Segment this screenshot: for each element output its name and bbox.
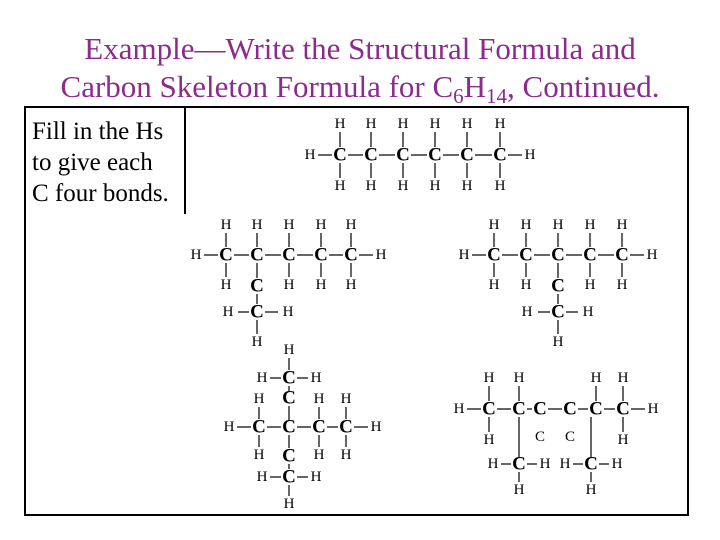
carbon-atom-6: C xyxy=(396,144,410,166)
hydrogen-atom-61: H xyxy=(552,334,564,350)
hydrogen-atom-38: H xyxy=(222,304,234,320)
carbon-atom-44: C xyxy=(519,244,533,266)
carbon-atom-67: C xyxy=(252,416,266,438)
hydrogen-atom-32: H xyxy=(345,217,357,233)
hydrogen-atom-35: H xyxy=(375,247,387,263)
carbon-atom-88: C xyxy=(589,398,603,420)
hydrogen-atom-105: H xyxy=(559,456,571,472)
carbon-atom-89: C xyxy=(616,398,630,420)
hydrogen-atom-55: H xyxy=(458,247,470,263)
hydrogen-atom-83: H xyxy=(283,496,295,512)
carbon-atom-74: C xyxy=(339,416,353,438)
carbon-atom-66: C xyxy=(282,387,296,409)
hydrogen-atom-39: H xyxy=(282,304,294,320)
hydrogen-atom-5: H xyxy=(365,178,377,194)
hydrogen-atom-43: H xyxy=(488,277,500,293)
hydrogen-atom-16: H xyxy=(494,116,506,132)
hydrogen-atom-77: H xyxy=(223,419,235,435)
hydrogen-atom-33: H xyxy=(345,277,357,293)
hydrogen-atom-21: H xyxy=(220,217,232,233)
hydrogen-atom-7: H xyxy=(397,116,409,132)
instruction-line-2: to give each xyxy=(32,149,153,176)
hydrogen-atom-97: H xyxy=(617,432,629,448)
hydrogen-atom-93: H xyxy=(513,370,525,386)
hydrogen-atom-27: H xyxy=(283,277,295,293)
hydrogen-atom-65: H xyxy=(310,370,322,386)
title-line-1: Example—Write the Structural Formula and xyxy=(84,31,636,66)
carbon-atom-36: C xyxy=(250,275,264,297)
carbon-atom-52: C xyxy=(615,244,629,266)
hydrogen-atom-50: H xyxy=(584,217,596,233)
carbon-atom-23: C xyxy=(250,244,264,266)
carbon-atom-101: C xyxy=(584,453,598,475)
hydrogen-atom-26: H xyxy=(283,217,295,233)
hydrogen-atom-60: H xyxy=(582,304,594,320)
hydrogen-atom-72: H xyxy=(313,391,325,407)
hydrogen-atom-17: H xyxy=(494,178,506,194)
carbon-atom-31: C xyxy=(344,244,358,266)
hydrogen-atom-69: H xyxy=(253,447,265,463)
hydrogen-atom-62: H xyxy=(283,342,295,358)
instruction-line-1: Fill in the Hs xyxy=(32,118,164,145)
hydrogen-atom-48: H xyxy=(552,217,564,233)
hydrogen-atom-92: H xyxy=(483,370,495,386)
hydrogen-atom-59: H xyxy=(521,304,533,320)
hydrogen-atom-64: H xyxy=(256,370,268,386)
carbon-atom-37: C xyxy=(250,301,264,323)
carbon-atom-99: C xyxy=(564,429,576,445)
carbon-atom-47: C xyxy=(551,244,565,266)
carbon-atom-12: C xyxy=(460,144,474,166)
carbon-atom-15: C xyxy=(493,144,507,166)
hydrogen-atom-10: H xyxy=(429,116,441,132)
hydrogen-atom-75: H xyxy=(340,391,352,407)
carbon-atom-86: C xyxy=(533,398,547,420)
hydrogen-atom-11: H xyxy=(429,178,441,194)
carbon-atom-80: C xyxy=(282,466,296,488)
hydrogen-atom-14: H xyxy=(461,178,473,194)
hydrogen-atom-2: H xyxy=(334,178,346,194)
carbon-atom-28: C xyxy=(314,244,328,266)
hydrogen-atom-91: H xyxy=(647,401,659,417)
hydrogen-atom-29: H xyxy=(315,217,327,233)
title-line-2: Carbon Skeleton Formula for $C_6H_{14}$, Continued. xyxy=(60,69,660,108)
hydrogen-atom-96: H xyxy=(483,432,495,448)
hydrogen-atom-4: H xyxy=(365,116,377,132)
hydrogen-atom-76: H xyxy=(340,447,352,463)
carbon-atom-79: C xyxy=(282,445,296,467)
carbon-atom-70: C xyxy=(282,416,296,438)
carbon-atom-41: C xyxy=(487,244,501,266)
hydrogen-atom-102: H xyxy=(487,456,499,472)
hydrogen-atom-81: H xyxy=(256,469,268,485)
carbon-atom-87: C xyxy=(563,398,577,420)
hydrogen-atom-34: H xyxy=(190,247,202,263)
hydrogen-atom-1: H xyxy=(334,116,346,132)
carbon-atom-98: C xyxy=(534,429,546,445)
hydrogen-atom-51: H xyxy=(584,277,596,293)
hydrogen-atom-45: H xyxy=(520,217,532,233)
hydrogen-atom-82: H xyxy=(310,469,322,485)
hydrogen-atom-53: H xyxy=(616,217,628,233)
hydrogen-atom-73: H xyxy=(313,447,325,463)
hydrogen-atom-24: H xyxy=(251,217,263,233)
hydrogen-atom-107: H xyxy=(585,482,597,498)
hydrogen-atom-30: H xyxy=(315,277,327,293)
hydrogen-atom-8: H xyxy=(397,178,409,194)
hydrogen-atom-106: H xyxy=(611,456,623,472)
hydrogen-atom-78: H xyxy=(370,419,382,435)
hydrogen-atom-54: H xyxy=(616,277,628,293)
carbon-atom-85: C xyxy=(512,398,526,420)
carbon-atom-25: C xyxy=(282,244,296,266)
hydrogen-atom-22: H xyxy=(220,277,232,293)
hydrogen-atom-13: H xyxy=(461,116,473,132)
hydrogen-atom-40: H xyxy=(251,334,263,350)
carbon-atom-100: C xyxy=(512,453,526,475)
carbon-atom-84: C xyxy=(482,398,496,420)
hydrogen-atom-18: H xyxy=(304,147,316,163)
carbon-atom-0: C xyxy=(333,144,347,166)
carbon-atom-63: C xyxy=(282,367,296,389)
hydrogen-atom-56: H xyxy=(646,247,658,263)
hydrogen-atom-104: H xyxy=(513,482,525,498)
hydrogen-atom-46: H xyxy=(520,277,532,293)
hydrogen-atom-90: H xyxy=(453,401,465,417)
carbon-atom-71: C xyxy=(312,416,326,438)
hydrogen-atom-94: H xyxy=(590,370,602,386)
hydrogen-atom-103: H xyxy=(539,456,551,472)
carbon-atom-9: C xyxy=(428,144,442,166)
carbon-atom-49: C xyxy=(583,244,597,266)
hydrogen-atom-42: H xyxy=(488,217,500,233)
carbon-atom-57: C xyxy=(551,275,565,297)
hydrogen-atom-68: H xyxy=(253,391,265,407)
hydrogen-atom-19: H xyxy=(524,147,536,163)
hydrogen-atom-95: H xyxy=(617,370,629,386)
instruction-line-3: C four bonds. xyxy=(32,180,169,207)
carbon-atom-20: C xyxy=(219,244,233,266)
carbon-atom-58: C xyxy=(551,301,565,323)
carbon-atom-3: C xyxy=(364,144,378,166)
